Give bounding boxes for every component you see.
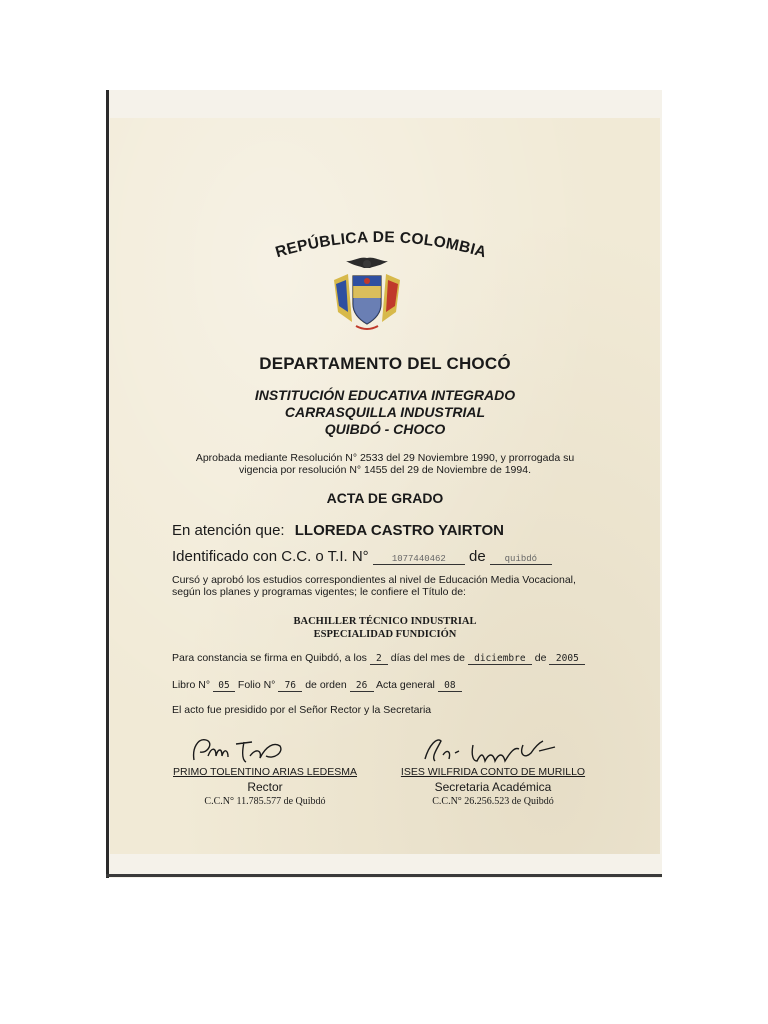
degree-title: BACHILLER TÉCNICO INDUSTRIAL (293, 616, 477, 627)
identification-line (172, 548, 552, 565)
curso-text: Cursó y aprobó los estudios correspondientes al nivel de Educación Media Vocacional, según los planes y programas vigentes; le confiere el Título de: (172, 574, 576, 598)
institution-line-3: QUIBDÓ - CHOCO (324, 421, 446, 437)
acta-general-label: Acta general (375, 679, 435, 691)
folio-label: Folio N° (237, 679, 276, 691)
atencion-label: En atención que: (172, 522, 285, 539)
institution-line-2: CARRASQUILLA INDUSTRIAL (284, 404, 486, 420)
scan-edge-left (106, 90, 109, 878)
degree-specialty: ESPECIALIDAD FUNDICIÓN (313, 629, 457, 640)
institution-line-1: INSTITUCIÓN EDUCATIVA INTEGRADO (254, 387, 516, 403)
country-title: REPÚBLICA DE COLOMBIA (273, 228, 489, 262)
secretary-cc: C.C.N° 26.256.523 de Quibdó (432, 796, 554, 807)
rector-role: Rector (247, 780, 283, 794)
secretary-signature (415, 733, 565, 769)
libro-number: 05 (213, 680, 235, 692)
rector-name: PRIMO TOLENTINO ARIAS LEDESMA (173, 766, 357, 778)
approval-line-1: Aprobada mediante Resolución N° 2533 del 29 Noviembre 1990, y prorrogada su (195, 452, 575, 464)
firma-month: diciembre (468, 653, 532, 665)
firma-de: de (534, 652, 547, 664)
orden-number: 26 (350, 680, 374, 692)
student-line (172, 522, 504, 539)
ident-number: 1077440462 (373, 554, 465, 565)
scan-edge-bottom (106, 874, 662, 877)
firma-prefix: Para constancia se firma en Quibdó, a los (172, 652, 367, 664)
ident-city: quibdó (490, 554, 552, 565)
libro-label: Libro N° (172, 679, 211, 691)
firma-year: 2005 (549, 653, 585, 665)
secretary-name: ISES WILFRIDA CONTO DE MURILLO (400, 766, 586, 778)
signing-date-line (172, 652, 585, 665)
coat-of-arms-icon (326, 252, 408, 334)
firma-day: 2 (370, 653, 388, 665)
acta-title: ACTA DE GRADO (326, 490, 444, 506)
rector-signature (186, 730, 296, 770)
registry-line (172, 679, 462, 692)
firma-mid: días del mes de (390, 652, 465, 664)
ident-de-label: de (469, 548, 486, 565)
folio-number: 76 (278, 680, 302, 692)
acta-general-number: 08 (438, 680, 462, 692)
ident-label: Identificado con C.C. o T.I. N° (172, 548, 369, 565)
approval-line-2: vigencia por resolución N° 1455 del 29 de Noviembre de 1994. (239, 464, 531, 476)
student-name: LLOREDA CASTRO YAIRTON (294, 522, 504, 539)
department-title: DEPARTAMENTO DEL CHOCÓ (259, 354, 511, 373)
approval-text (110, 452, 660, 476)
orden-label: de orden (305, 679, 347, 691)
presidio-text: El acto fue presidido por el Señor Rector y la Secretaria (172, 704, 432, 716)
rector-cc: C.C.N° 11.785.577 de Quibdó (204, 796, 326, 807)
secretary-role: Secretaria Académica (434, 780, 552, 794)
